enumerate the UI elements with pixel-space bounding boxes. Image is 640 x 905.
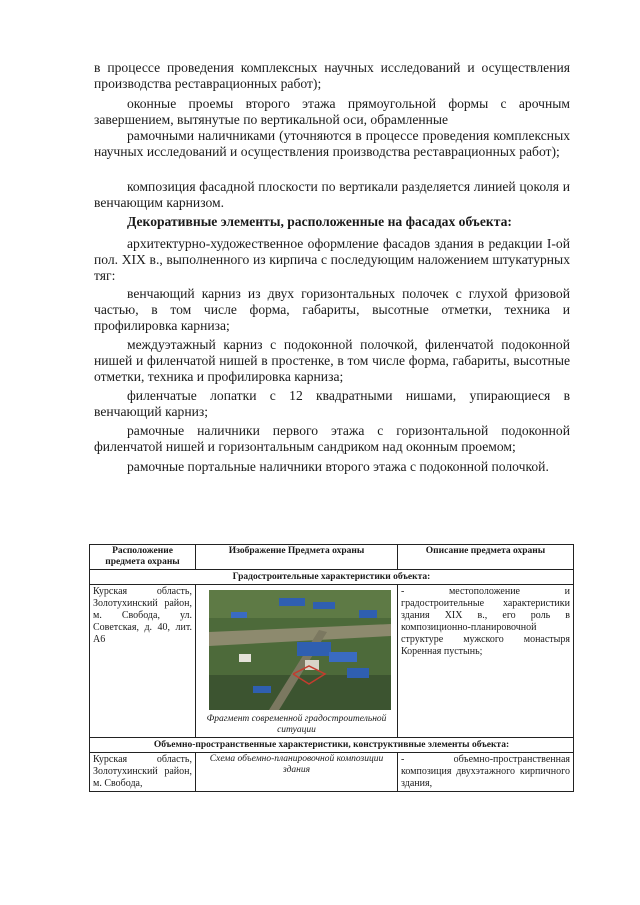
section-urban-characteristics: Градостроительные характеристики объекта:	[90, 570, 574, 585]
table-row	[90, 753, 574, 792]
protection-subject-table	[89, 544, 574, 792]
image-caption: Фрагмент современной градостроительной ситуации	[206, 714, 387, 735]
section-volume-characteristics: Объемно-пространственные характеристики, конструктивные элементы объекта:	[90, 738, 574, 753]
table-row	[90, 585, 574, 738]
paragraph-5: архитектурно-художественное оформление фасадов здания в редакции I-ой пол. XIX в., выполненного из кирпича с последующим наложением штукатурных тяг:	[94, 236, 570, 284]
description-cell: - местоположение и градостроительные характеристики здания XIX в., его роль в композиционно-планировочной структуре мужского монастыря Коренная пустынь;	[398, 585, 574, 738]
description-cell: - объемно-пространственная композиция двухэтажного кирпичного здания,	[398, 753, 574, 792]
header-description: Описание предмета охраны	[398, 545, 574, 570]
aerial-photo	[209, 590, 391, 710]
section-heading-decorative: Декоративные элементы, расположенные на фасадах объекта:	[127, 214, 512, 229]
paragraph-8: филенчатые лопатки с 12 квадратными нишами, упирающиеся в венчающий карниз;	[94, 388, 570, 420]
header-image: Изображение Предмета охраны	[196, 545, 398, 570]
location-cell: Курская область, Золотухинский район, м. Свобода,	[90, 753, 196, 792]
table-section-row	[90, 738, 574, 753]
paragraph-9: рамочные наличники первого этажа с горизонтальной подоконной филенчатой нишей и горизонтальным сандриком над оконным проемом;	[94, 423, 570, 455]
header-location: Расположение предмета охраны	[90, 545, 196, 570]
table-header-row	[90, 545, 574, 570]
paragraph-6: венчающий карниз из двух горизонтальных полочек с глухой фризовой частью, в том числе форма, габариты, высотные отметки, техника и профилировка карниза;	[94, 286, 570, 334]
location-cell: Курская область, Золотухинский район, м. Свобода, ул. Советская, д. 40, лит. А6	[90, 585, 196, 738]
paragraph-1: в процессе проведения комплексных научных исследований и осуществления производства реставрационных работ);	[94, 60, 570, 92]
table-section-row	[90, 570, 574, 585]
scheme-label: Схема объемно-планировочной композиции здания	[209, 754, 384, 775]
paragraph-3: рамочными наличниками (уточняются в процессе проведения комплексных научных исследований и осуществления производства реставрационных работ);	[94, 128, 570, 160]
paragraph-7: междуэтажный карниз с подоконной полочкой, филенчатой подоконной нишей и филенчатой нишей в простенке, в том числе форма, габариты, высотные отметки, техника и профилировка карниза;	[94, 337, 570, 385]
image-cell	[196, 585, 398, 738]
image-cell	[196, 753, 398, 792]
paragraph-2: оконные проемы второго этажа прямоугольной формы с арочным завершением, вытянутые по вертикальной оси, обрамленные	[94, 96, 570, 128]
paragraph-4: композиция фасадной плоскости по вертикали разделяется линией цоколя и венчающим карнизом.	[94, 179, 570, 211]
paragraph-10: рамочные портальные наличники второго этажа с подоконной полочкой.	[127, 459, 549, 474]
